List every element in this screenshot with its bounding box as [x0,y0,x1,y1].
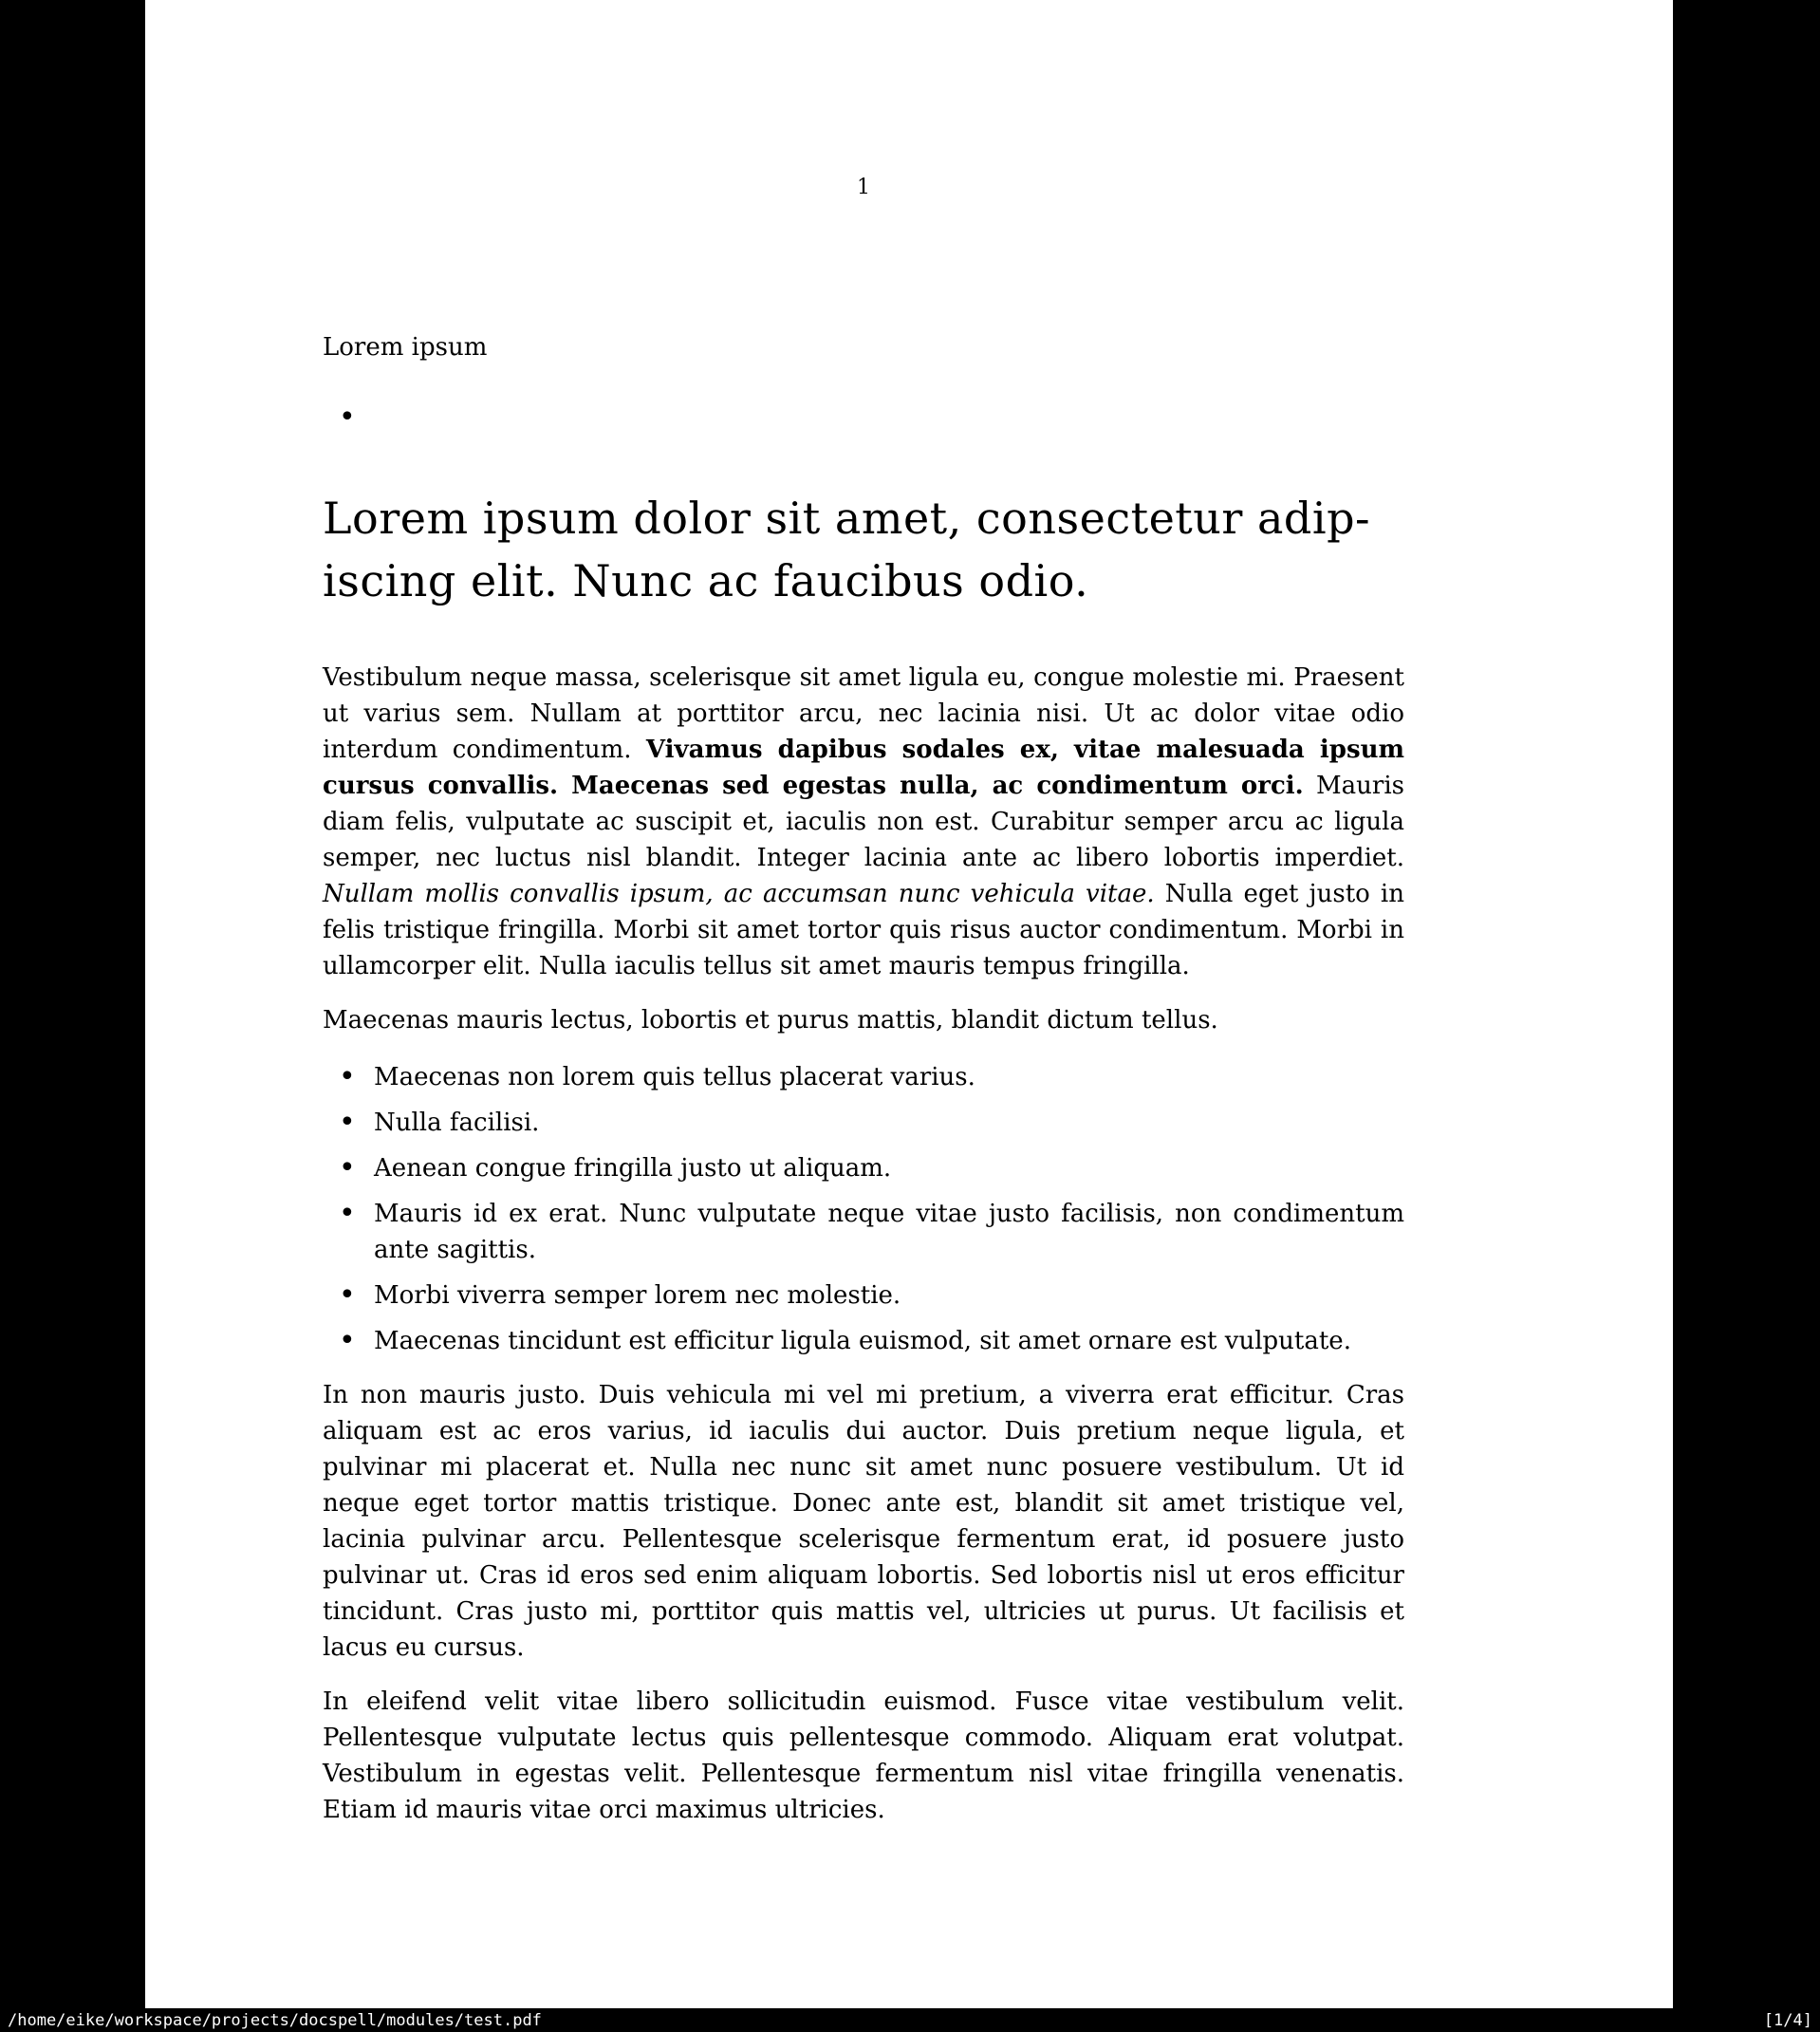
intro-text: Lorem ipsum [323,333,488,362]
paragraph-1-run-bold: Vivamus dapibus sodales ex, vitae malesuada ipsum cursus convallis. Maecenas sed egestas nulla, ac condimentum orci. [323,736,1404,800]
list-item-text: Mauris id ex erat. Nunc vulputate neque vitae justo facilisis, non condimentum ante sagittis. [374,1200,1404,1264]
list-item-text: Morbi viverra semper lorem nec molestie. [374,1281,901,1310]
list-item [323,1059,1404,1095]
paragraph-1-run-normal: Nulla eget justo in felis tristique fringilla. Morbi sit amet tortor quis risus auctor condimentum. Morbi in ullamcorper elit. Nulla iaculis tellus sit amet mauris tempus fringilla. [323,880,1404,980]
bullet-icon: • [339,1278,356,1312]
paragraph-1 [323,660,1404,984]
bullet-icon: • [339,1324,356,1357]
statusbar-page-indicator: [1/4] [1763,2010,1812,2030]
bullet-icon: • [339,1106,356,1139]
page-number: 1 [857,176,870,199]
paragraph-1-run-normal: Vestibulum neque massa, scelerisque sit amet ligula eu, congue molestie mi. Praesent ut varius sem. Nullam at porttitor arcu, nec lacinia nisi. Ut ac dolor vitae odio interdum condimentum. [323,663,1404,764]
list-item-text: Maecenas non lorem quis tellus placerat varius. [374,1063,975,1091]
list-item [323,1105,1404,1141]
document-title-line-1: Lorem ipsum dolor sit amet, consectetur adip- [323,493,1371,544]
statusbar-file-path: /home/eike/workspace/projects/docspell/modules/test.pdf [8,2010,542,2030]
paragraph-3: In non mauris justo. Duis vehicula mi vel mi pretium, a viverra erat efficitur. Cras aliquam est ac eros varius, id iaculis dui auctor. Duis pretium neque ligula, et pulvinar mi placerat et. Nulla nec nunc sit amet nunc posuere vestibulum. Ut id neque eget tortor mattis tristique. Donec ante est, blandit sit amet tristique vel, lacinia pulvinar arcu. Pellentesque scelerisque fermentum erat, id posuere justo pulvinar ut. Cras id eros sed enim aliquam lobortis. Sed lobortis nisl ut eros efficitur tincidunt. Cras justo mi, porttitor quis mattis vel, ultricies ut purus. Ut facilisis et lacus eu cursus. [323,1381,1404,1662]
list-item [323,1150,1404,1186]
document-title [323,487,1404,612]
list-item-text: Nulla facilisi. [374,1109,540,1137]
list-item [323,1323,1404,1359]
paragraph-4: In eleifend velit vitae libero sollicitudin euismod. Fusce vitae vestibulum velit. Pellentesque vulputate lectus quis pellentesque commodo. Aliquam erat volutpat. Vestibulum in egestas velit. Pellentesque fermentum nisl vitae fringilla venenatis. Etiam id mauris vitae orci maximus ultricies. [323,1687,1404,1824]
list-item [323,1196,1404,1268]
document-title-line-2: iscing elit. Nunc ac faucibus odio. [323,555,1089,606]
bullet-icon: • [339,1060,356,1093]
bullet-icon: • [339,401,356,434]
empty-list-item [323,400,1404,436]
list-item-text: Aenean congue fringilla justo ut aliquam. [374,1154,892,1183]
bullet-list [323,1059,1404,1359]
list-item-text: Maecenas tincidunt est efficitur ligula euismod, sit amet ornare est vulputate. [374,1327,1351,1355]
paragraph-1-run-normal: Mauris diam felis, vulputate ac suscipit et, iaculis non est. Curabitur semper arcu ac ligula semper, nec luctus nisl blandit. Integer lacinia ante ac libero lobortis imperdiet. [323,772,1404,872]
document-page[interactable] [145,0,1673,2008]
list-item [323,1277,1404,1314]
page-text-block [323,0,1404,1828]
paragraph-2: Maecenas mauris lectus, lobortis et purus mattis, blandit dictum tellus. [323,1006,1218,1035]
bullet-icon: • [339,1151,356,1184]
statusbar [0,2008,1820,2032]
bullet-icon: • [339,1197,356,1230]
paragraph-1-run-italic: Nullam mollis convallis ipsum, ac accumsan nunc vehicula vitae. [323,880,1155,908]
